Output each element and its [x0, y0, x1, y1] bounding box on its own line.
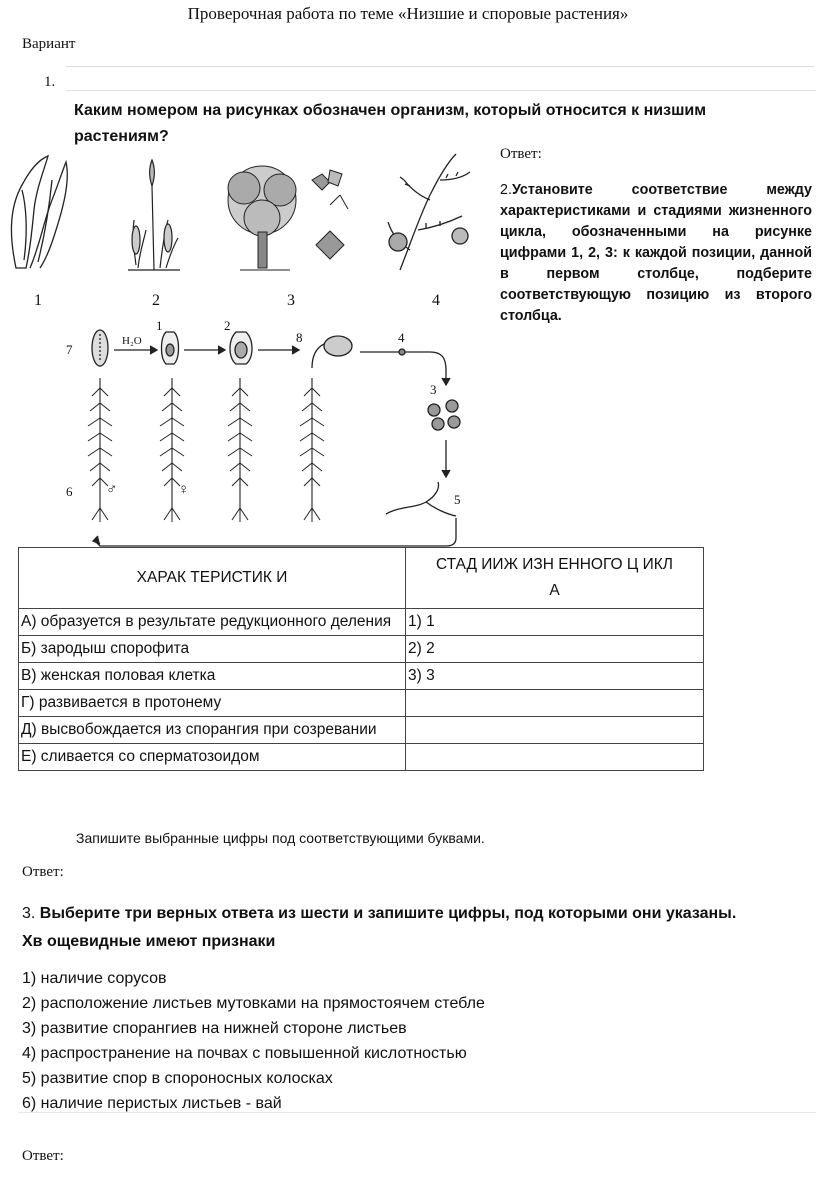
table-cell-stage: 1) 1: [406, 609, 704, 636]
table-cell-characteristic: Е) сливается со сперматозоидом: [19, 744, 406, 771]
table-cell-stage: [406, 744, 704, 771]
picture-label-3: 3: [287, 292, 295, 309]
algae-drawing: [11, 156, 67, 268]
option-item: 5) развитие спор в спороносных колосках: [22, 1070, 333, 1087]
diagram-label-1: 1: [156, 318, 163, 333]
water-label: H₂O: [122, 335, 142, 347]
table-cell-characteristic: В) женская половая клетка: [19, 663, 406, 690]
moss-drawing: [128, 160, 180, 270]
diagram-label-4: 4: [398, 330, 405, 345]
diagram-label-8: 8: [296, 330, 303, 345]
picture-label-2: 2: [152, 292, 160, 309]
table-cell-characteristic: Д) высвобождается из спорангия при созревании: [19, 717, 406, 744]
picture-label-1: 1: [34, 292, 42, 309]
matching-table: [18, 547, 704, 771]
option-item: 3) развитие спорангиев на нижней стороне листьев: [22, 1020, 407, 1037]
table-row: [19, 636, 704, 663]
picture-label-4: 4: [432, 292, 440, 309]
question-3-title: Выберите три верных ответа из шести и запишите цифры, под которыми они указаны.: [39, 905, 737, 922]
question-2-text: [500, 180, 812, 327]
male-sign: ♂: [106, 482, 118, 498]
table-row: [19, 717, 704, 744]
table-cell-stage: 3) 3: [406, 663, 704, 690]
table-header-stages: СТАД ИИЖ ИЗН ЕННОГО Ц ИКЛ А: [406, 548, 704, 609]
divider: [18, 1112, 816, 1113]
option-item: 1) наличие сорусов: [22, 970, 167, 987]
divider: [66, 66, 814, 67]
diagram-label-2: 2: [224, 318, 231, 333]
table-row: [19, 609, 704, 636]
table-cell-characteristic: А) образуется в результате редукционного деления: [19, 609, 406, 636]
diagram-label-6: 6: [66, 484, 73, 499]
table-row: [19, 663, 704, 690]
diagram-label-3: 3: [430, 382, 437, 397]
diagram-label-5: 5: [454, 492, 461, 507]
question-3-number: 3.: [22, 905, 36, 922]
moss-life-cycle-diagram: [60, 318, 480, 550]
table-cell-characteristic: Б) зародыш спорофита: [19, 636, 406, 663]
table-cell-stage: [406, 690, 704, 717]
variant-label: Вариант: [22, 36, 76, 52]
question-2-number: 2.: [500, 182, 512, 198]
option-item: 6) наличие перистых листьев - вай: [22, 1095, 282, 1112]
branch-drawing: [388, 154, 470, 270]
table-cell-stage: [406, 717, 704, 744]
option-item: 2) расположение листьев мутовками на прямостоячем стебле: [22, 995, 485, 1012]
question-3-answer-label: Ответ:: [22, 1148, 64, 1164]
table-row: [19, 744, 704, 771]
table-header-characteristics: ХАРАК ТЕРИСТИК И: [19, 548, 406, 609]
question-2-answer-label: Ответ:: [22, 864, 64, 880]
table-header-row: [19, 548, 704, 609]
question-1-answer-label: Ответ:: [500, 146, 542, 162]
diagram-label-7: 7: [66, 342, 73, 357]
table-row: [19, 690, 704, 717]
question-3-header: [22, 900, 812, 956]
page-title: Проверочная работа по теме «Низшие и споровые растения»: [187, 4, 629, 23]
female-sign: ♀: [178, 482, 190, 498]
table-cell-characteristic: Г) развивается в протонему: [19, 690, 406, 717]
option-item: 4) распространение на почвах с повышенной кислотностью: [22, 1045, 467, 1062]
question-1-number: 1.: [44, 74, 56, 90]
question-3-options: [22, 966, 485, 1116]
question-1-text: Каким номером на рисунках обозначен организм, который относится к низшим растениям?: [74, 102, 707, 145]
question-3-subtitle: Хв ощевидные имеют признаки: [22, 933, 276, 950]
question-2-body: Установите соответствие между характеристиками и стадиями жизненного цикла, обозначенными на рисунке цифрами 1, 2, 3: к каждой позиции, данной в первом столбце, подберите соответствующую позицию из второго столбца.: [500, 182, 812, 324]
tree-drawing: [228, 166, 348, 270]
table-cell-stage: 2) 2: [406, 636, 704, 663]
table-instruction: Запишите выбранные цифры под соответствующими буквами.: [76, 830, 485, 846]
plant-pictures: [0, 150, 490, 285]
